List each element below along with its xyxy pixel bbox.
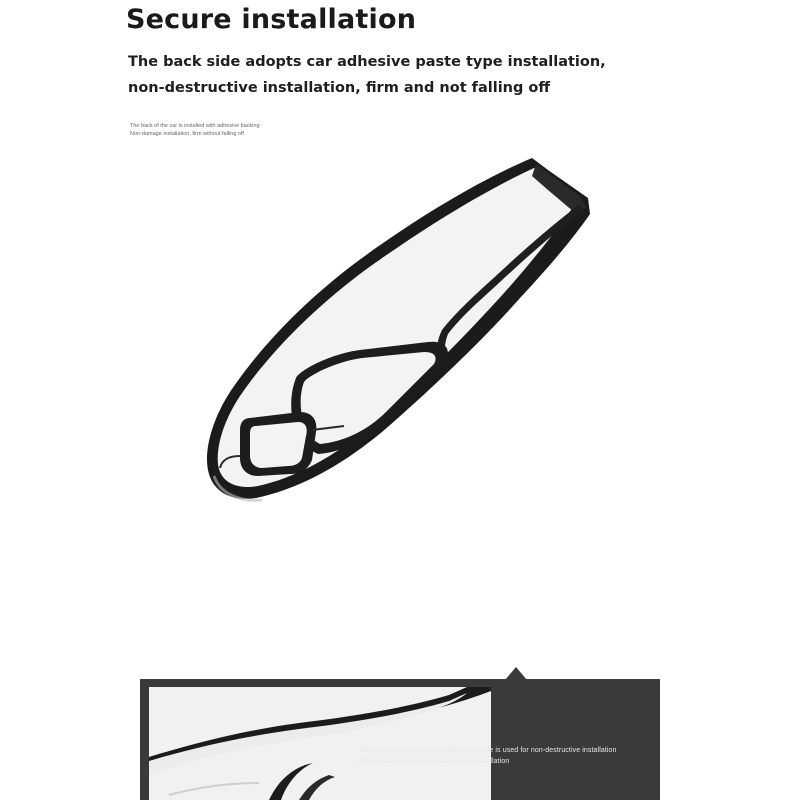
adhesive-closeup-photo [149,687,491,800]
detail-panel [140,679,660,800]
small-caption-line-2: Non-damage installation, firm without falling off [130,131,244,137]
detail-caption [359,745,617,767]
detail-caption-line-2: Clean and paste the position before installation [359,758,510,765]
detail-caption-line-1: The double-sided adhesive for automobile is used for non-destructive installation [359,747,617,754]
small-window-inner [250,422,307,468]
small-caption-line-1: The back of the car is installed with adhesive backing [130,123,260,129]
page-subtitle: The back side adopts car adhesive paste type installation, non-destructive installation, firm and not falling off [128,54,606,96]
closeup-illustration [149,687,491,800]
page-title: Secure installation [126,4,417,35]
